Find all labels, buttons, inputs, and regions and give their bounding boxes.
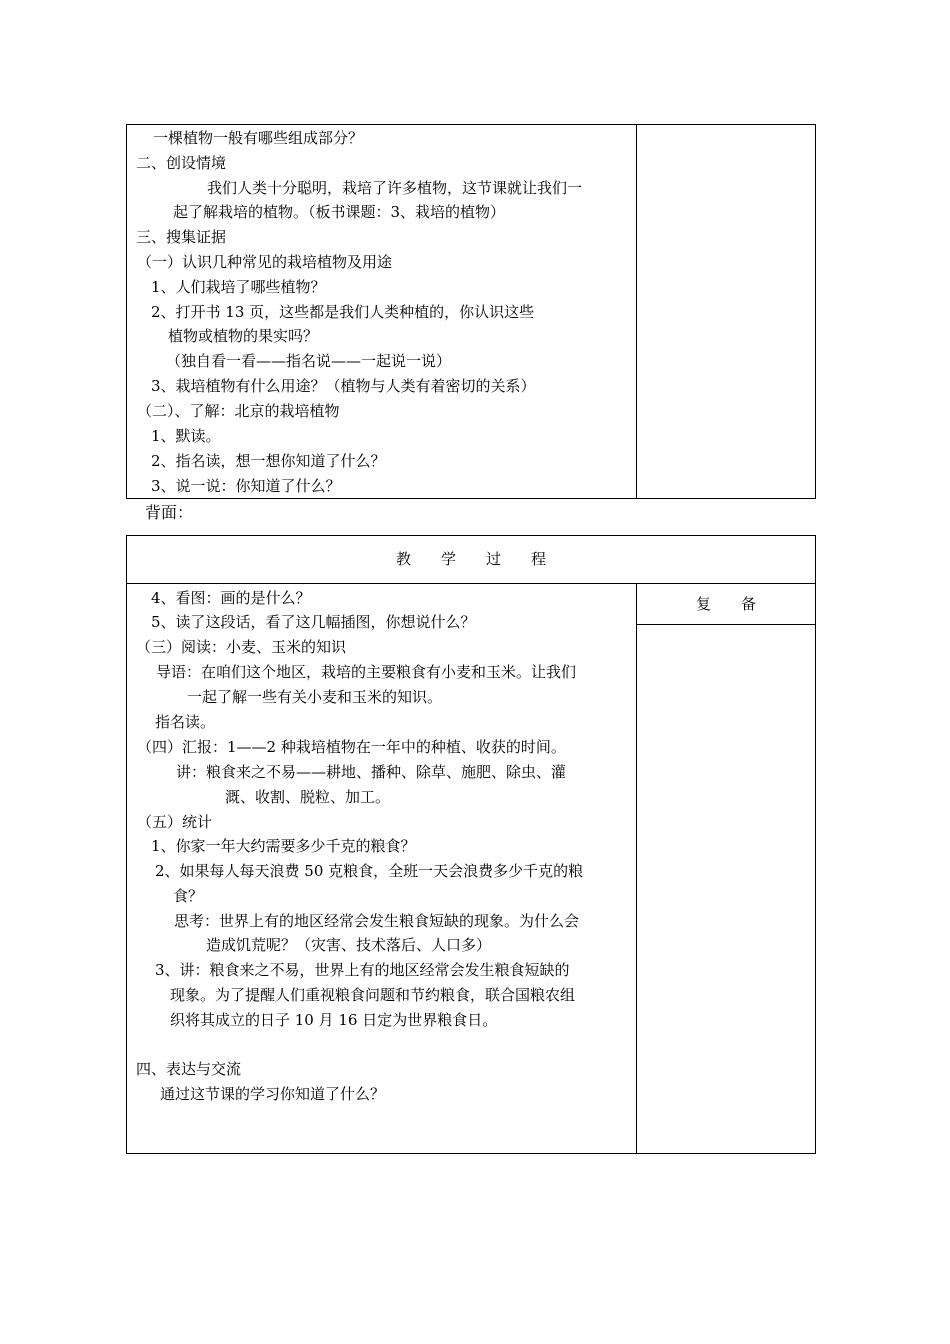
table2-line-11: 2、如果每人每天浪费 50 克粮食，全班一天会浪费多少千克的粮 [155, 862, 584, 880]
table2-line-7: 讲：粮食来之不易——耕地、播种、除草、施肥、除虫、灌 [176, 763, 567, 781]
table2-line-12: 食？ [173, 887, 204, 905]
table1-line-11: （二）、了解：北京的栽培植物 [137, 402, 340, 420]
table2-line-18: 四、表达与交流 [136, 1060, 242, 1078]
table1-line-3: 起了解栽培的植物。（板书课题：3、栽培的植物） [173, 203, 506, 221]
table2-line-17: 织将其成立的日子 10 月 16 日定为世界粮食日。 [170, 1011, 498, 1029]
table1-line-5: （一）认识几种常见的栽培植物及用途 [137, 253, 393, 271]
table2-line-13: 思考：世界上有的地区经常会发生粮食短缺的现象。为什么会 [174, 912, 580, 930]
table1-line-4: 三、搜集证据 [136, 228, 227, 246]
table2-line-3: 导语：在咱们这个地区，栽培的主要粮食有小麦和玉米。让我们 [156, 663, 577, 681]
table1-line-14: 3、说一说：你知道了什么？ [151, 477, 341, 495]
table2-line-15: 3、讲：粮食来之不易，世界上有的地区经常会发生粮食短缺的 [155, 961, 570, 979]
table2-line-10: 1、你家一年大约需要多少千克的粮食？ [151, 837, 416, 855]
table2-line-2: （三）阅读：小麦、玉米的知识 [136, 638, 347, 656]
table2-line-19: 通过这节课的学习你知道了什么？ [160, 1085, 386, 1103]
table-top-column-divider [636, 124, 637, 499]
table1-line-12: 1、默读。 [151, 427, 221, 445]
table2-line-1: 5、读了这段话，看了这几幅插图，你想说什么？ [151, 613, 476, 631]
table2-line-9: （五）统计 [137, 813, 213, 831]
table2-line-4: 一起了解一些有关小麦和玉米的知识。 [187, 688, 443, 706]
table1-line-2: 我们人类十分聪明，栽培了许多植物，这节课就让我们一 [207, 179, 583, 197]
side-header-divider [636, 624, 816, 625]
table-bottom-column-divider [636, 583, 637, 1154]
table2-line-6: （四）汇报：1——2 种栽培植物在一年中的种植、收获的时间。 [137, 738, 566, 756]
table1-line-9: （独自看一看——指名说——一起说一说） [166, 352, 452, 370]
table1-line-8: 植物或植物的果实吗？ [168, 327, 319, 345]
table1-line-10: 3、栽培植物有什么用途？（植物与人类有着密切的关系） [151, 377, 536, 395]
table2-line-5: 指名读。 [155, 713, 216, 731]
table1-line-7: 2、打开书 13 页，这些都是我们人类种植的，你认识这些 [151, 303, 535, 321]
table2-line-14: 造成饥荒呢？（灾害、技术落后、人口多） [206, 936, 492, 954]
table2-line-16: 现象。为了提醒人们重视粮食问题和节约粮食，联合国粮农组 [170, 986, 576, 1004]
header-row-divider [126, 583, 816, 584]
review-prep-header: 复 备 [695, 595, 756, 613]
table2-line-8: 溉、收割、脱粒、加工。 [225, 788, 391, 806]
table1-line-6: 1、人们栽培了哪些植物？ [151, 278, 326, 296]
table2-line-0: 4、看图：画的是什么？ [151, 589, 311, 607]
table1-line-13: 2、指名读，想一想你知道了什么？ [151, 452, 386, 470]
back-side-label: 背面： [145, 503, 194, 522]
table1-line-0: 一棵植物一般有哪些组成部分？ [153, 129, 364, 147]
table1-line-1: 二、创设情境 [136, 154, 227, 172]
teaching-process-header: 教 学 过 程 [395, 550, 546, 568]
